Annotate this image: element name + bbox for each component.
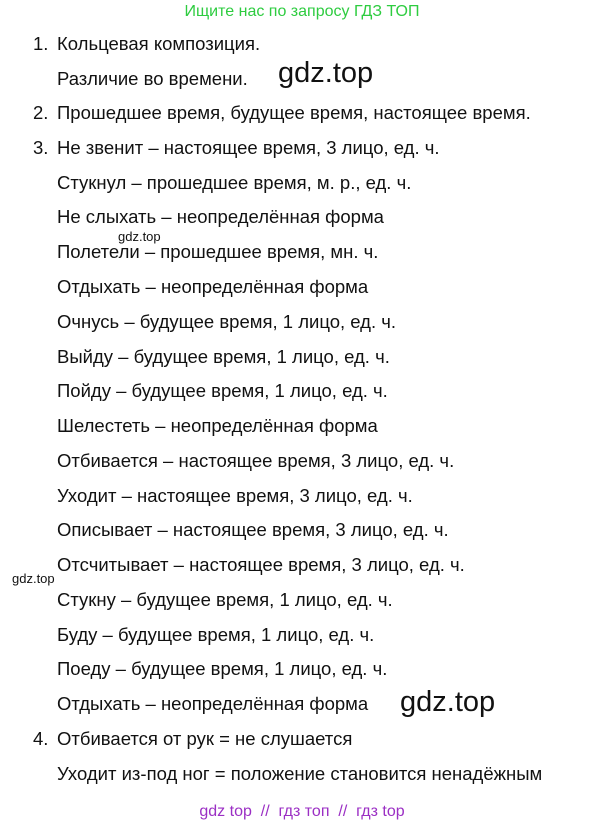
answer-3-line: Буду – будущее время, 1 лицо, ед. ч.: [57, 624, 375, 645]
answer-4-line-1: Отбивается от рук = не слушается: [57, 728, 353, 749]
answer-3-line: Уходит – настоящее время, 3 лицо, ед. ч.: [57, 485, 413, 506]
answer-3-line: Пойду – будущее время, 1 лицо, ед. ч.: [57, 380, 388, 401]
answer-3-line: Отсчитывает – настоящее время, 3 лицо, ед. ч.: [57, 554, 465, 575]
footer-banner: gdz top // гдз топ // гдз top: [199, 803, 405, 820]
answer-4-line-2: Уходит из-под ног = положение становится ненадёжным: [57, 763, 543, 784]
answer-3-line: Стукнул – прошедшее время, м. р., ед. ч.: [57, 172, 412, 193]
answer-3-line: Выйду – будущее время, 1 лицо, ед. ч.: [57, 346, 390, 367]
task-number-4: 4.: [33, 728, 49, 749]
answer-3-line: Очнусь – будущее время, 1 лицо, ед. ч.: [57, 311, 397, 332]
watermark-large: gdz.top: [400, 686, 496, 718]
answer-2-line-1: Прошедшее время, будущее время, настоящее время.: [57, 102, 531, 123]
header-banner: Ищите нас по запросу ГДЗ ТОП: [184, 3, 420, 20]
answer-1-line-1: Кольцевая композиция.: [57, 33, 261, 54]
answer-1-line-2: Различие во времени.: [57, 68, 248, 89]
task-number-1: 1.: [33, 33, 49, 54]
answer-3-line: Стукну – будущее время, 1 лицо, ед. ч.: [57, 589, 393, 610]
answer-3-line: Поеду – будущее время, 1 лицо, ед. ч.: [57, 658, 388, 679]
answer-3-line: Шелестеть – неопределённая форма: [57, 415, 378, 436]
answer-3-line: Отдыхать – неопределённая форма: [57, 276, 369, 297]
answer-3-line: Описывает – настоящее время, 3 лицо, ед. ч.: [57, 519, 449, 540]
answer-3-line: Отбивается – настоящее время, 3 лицо, ед. ч.: [57, 450, 455, 471]
answer-3-line: Отдыхать – неопределённая форма: [57, 693, 369, 714]
watermark-small: gdz.top: [12, 571, 55, 586]
watermark-small: gdz.top: [118, 229, 161, 244]
answer-3-line: Не слыхать – неопределённая форма: [57, 206, 384, 227]
task-number-3: 3.: [33, 137, 49, 158]
answer-3-line: Полетели – прошедшее время, мн. ч.: [57, 241, 379, 262]
answer-3-line: Не звенит – настоящее время, 3 лицо, ед. ч.: [57, 137, 440, 158]
watermark-large: gdz.top: [278, 57, 374, 89]
task-number-2: 2.: [33, 102, 49, 123]
